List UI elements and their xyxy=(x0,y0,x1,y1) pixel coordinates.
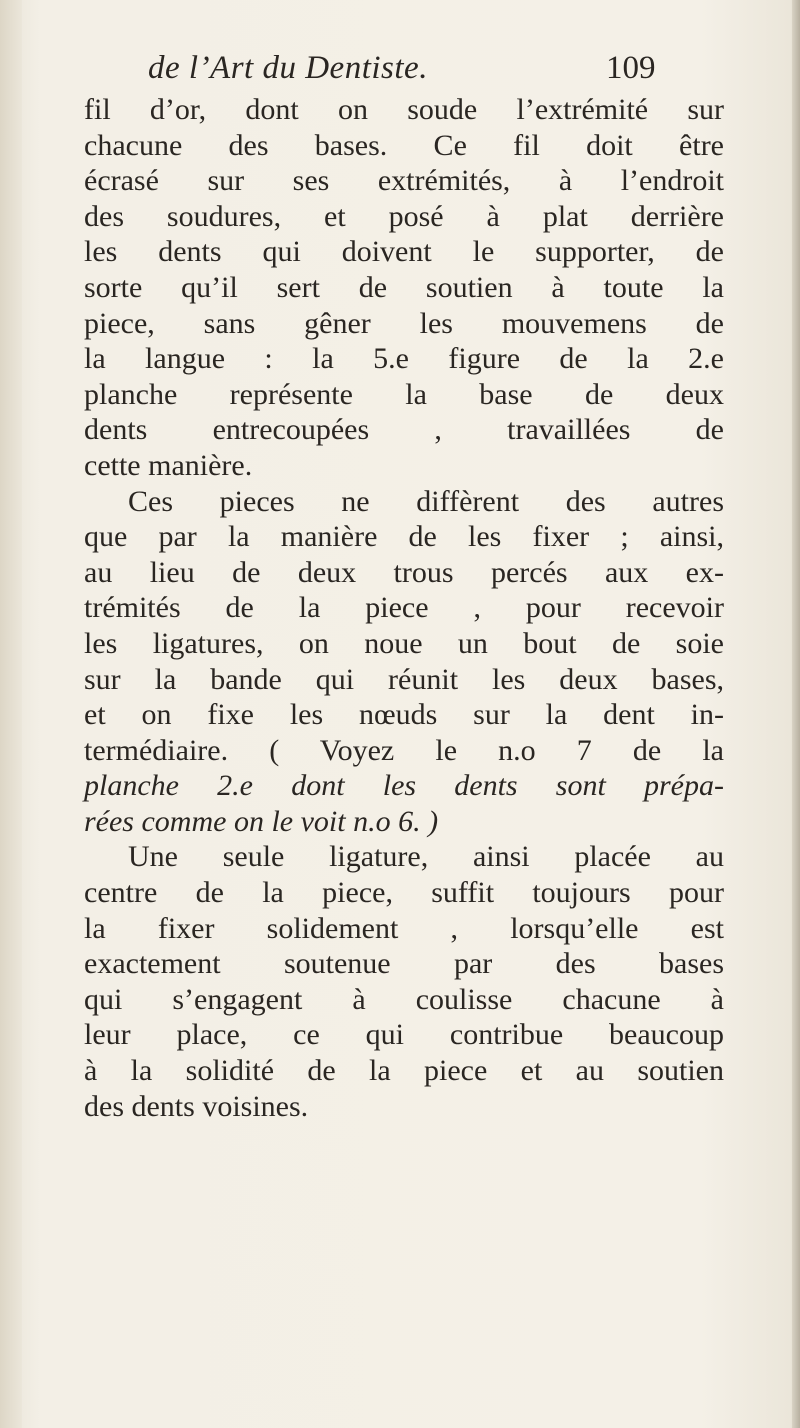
text-line: Une seule ligature, ainsi placée au xyxy=(128,840,724,874)
text-line: les dents qui doivent le supporter, de xyxy=(84,235,724,269)
text-line: trémités de la piece , pour recevoir xyxy=(84,591,724,625)
page-number: 109 xyxy=(606,50,656,86)
text-line: planche 2.e dont les dents sont prépa- xyxy=(84,769,724,803)
text-line: planche représente la base de deux xyxy=(84,377,724,411)
text-line: sorte qu’il sert de soutien à toute la xyxy=(84,270,724,304)
text-line: cette manière. xyxy=(84,448,253,482)
text-line: qui s’engagent à coulisse chacune à xyxy=(84,982,724,1016)
text-line: Ces pieces ne diffèrent des autres xyxy=(128,484,724,518)
text-line: que par la manière de les fixer ; ainsi, xyxy=(84,520,724,554)
text-line: rées comme on le voit n.o 6. ) xyxy=(84,804,439,838)
text-line: centre de la piece, suffit toujours pour xyxy=(84,876,724,910)
page-right-edge xyxy=(792,0,800,1428)
text-line: sur la bande qui réunit les deux bases, xyxy=(84,662,724,696)
text-line: exactement soutenue par des bases xyxy=(84,947,724,981)
text-line: dents entrecoupées , travaillées de xyxy=(84,413,724,447)
page-header xyxy=(148,50,708,90)
text-line: écrasé sur ses extrémités, à l’endroit xyxy=(84,164,724,198)
text-line: la fixer solidement , lorsqu’elle est xyxy=(84,911,724,945)
text-line: la langue : la 5.e figure de la 2.e xyxy=(84,342,724,376)
text-line: leur place, ce qui contribue beaucoup xyxy=(84,1018,724,1052)
page-left-edge xyxy=(0,0,22,1428)
text-line: des soudures, et posé à plat derrière xyxy=(84,199,724,233)
text-line: à la solidité de la piece et au soutien xyxy=(84,1054,724,1088)
text-line: les ligatures, on noue un bout de soie xyxy=(84,626,724,660)
text-line: chacune des bases. Ce fil doit être xyxy=(84,128,724,162)
text-line: piece, sans gêner les mouvemens de xyxy=(84,306,724,340)
text-line: au lieu de deux trous percés aux ex- xyxy=(84,555,724,589)
body-text xyxy=(84,92,724,1124)
text-line: fil d’or, dont on soude l’extrémité sur xyxy=(84,93,724,126)
running-head: de l’Art du Dentiste. xyxy=(148,50,428,86)
text-line: termédiaire. ( Voyez le n.o 7 de la xyxy=(84,733,724,767)
text-line: et on fixe les nœuds sur la dent in- xyxy=(84,698,724,732)
text-line: des dents voisines. xyxy=(84,1089,309,1123)
